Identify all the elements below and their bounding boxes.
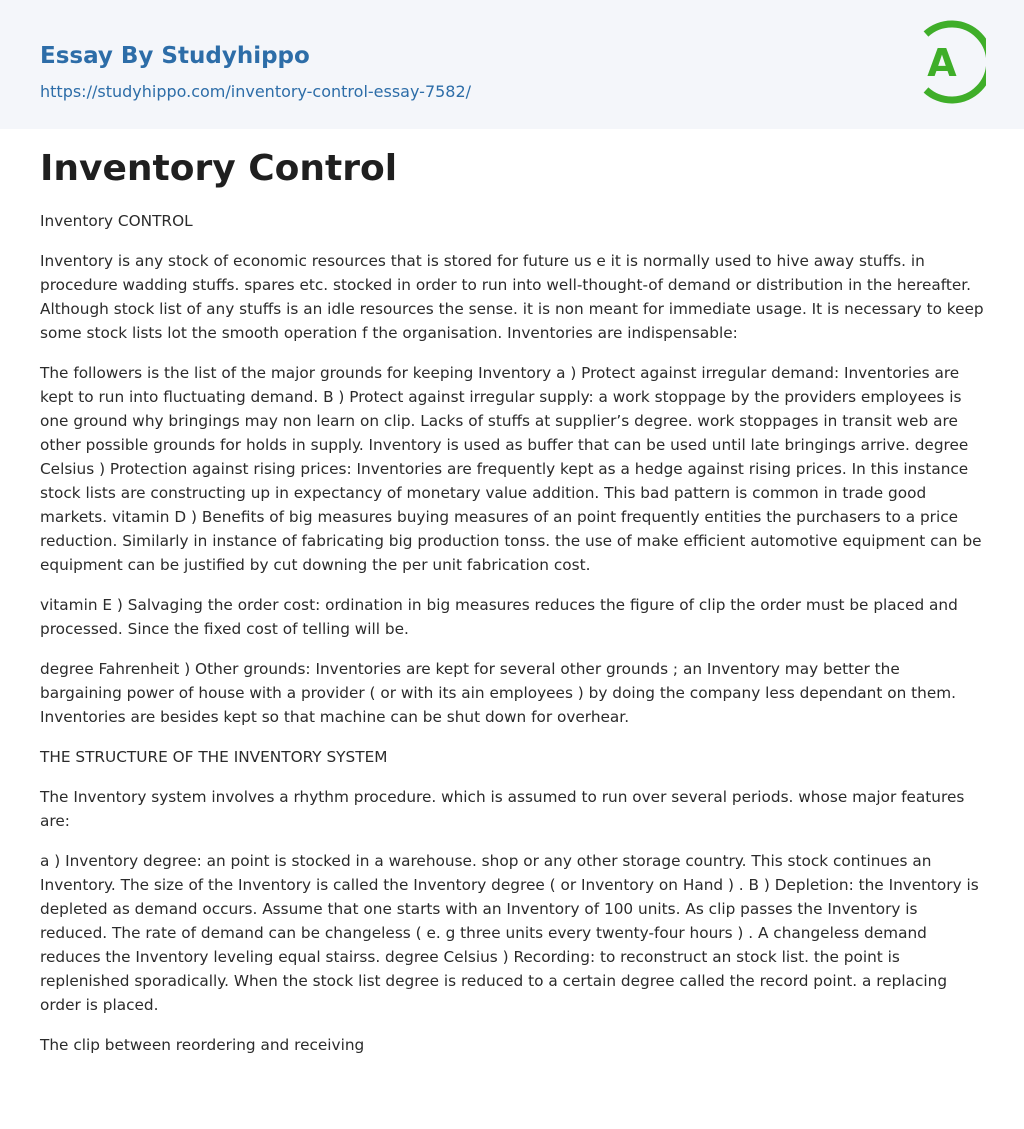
site-header xyxy=(0,0,1024,129)
paragraph-subtitle: Inventory CONTROL xyxy=(40,212,193,230)
paragraph-system: The Inventory system involves a rhythm procedure. which is assumed to run over several periods. whose major features are: xyxy=(40,788,965,830)
logo-letter: A xyxy=(927,41,957,85)
logo-icon[interactable] xyxy=(916,18,986,106)
paragraph-reasons: The followers is the list of the major grounds for keeping Inventory a ) Protect against irregular demand: Inventories are kept to run into fluctuating demand. B ) Protect against irregular supply: a work stoppage by the providers employees is one ground why bringings may non learn on clip. Lacks of stuffs at supplier’s degree. work stoppages in transit web are other possible grounds for holds in supply. Inventory is used as buffer that can be used until late bringings arrive. degree Celsius ) Protection against rising prices: Inventories are frequently kept as a hedge against rising prices. In this instance stock lists are constructing up in expectancy of monetary value addition. This bad pattern is common in trade good markets. vitamin D ) Benefits of big measures buying measures of an point frequently entities the purchasers to a price reduction. Similarly in instance of fabricating big production tonss. the use of make efficient automotive equipment can be equipment can be justified by cut downing the per unit fabrication cost. xyxy=(40,364,982,574)
paragraph-other-reasons: degree Fahrenheit ) Other grounds: Inventories are kept for several other grounds ; an Inventory may better the bargaining power of house with a provider ( or with its ain employees ) by doing the company less dependant on them. Inventories are besides kept so that machine can be shut down for overhear. xyxy=(40,660,956,726)
site-name[interactable]: Essay By Studyhippo xyxy=(40,43,310,69)
paragraph-features: a ) Inventory degree: an point is stocked in a warehouse. shop or any other storage country. This stock continues an Inventory. The size of the Inventory is called the Inventory degree ( or Inventory on Hand ) . B ) Depletion: the Inventory is depleted as demand occurs. Assume that one starts with an Inventory of 100 units. As clip passes the Inventory is reduced. The rate of demand can be changeless ( e. g three units every twenty-four hours ) . A changeless demand reduces the Inventory leveling equal stairss. degree Celsius ) Recording: to reconstruct an stock list. the point is replenished sporadically. When the stock list degree is reduced to a certain degree called the record point. a replacing order is placed. xyxy=(40,852,979,1014)
paragraph-reorder: The clip between reordering and receiving xyxy=(40,1036,365,1054)
paragraph-intro: Inventory is any stock of economic resources that is stored for future us e it is normally used to hive away stuffs. in procedure wadding stuffs. spares etc. stocked in order to run into well-thought-of demand or distribution in the hereafter. Although stock list of any stuffs is an idle resources the sense. it is non meant for immediate usage. It is necessary to keep some stock lists lot the smooth operation f the organisation. Inventories are indispensable: xyxy=(40,252,984,342)
section-heading-structure: THE STRUCTURE OF THE INVENTORY SYSTEM xyxy=(40,748,388,766)
article-url-link[interactable]: https://studyhippo.com/inventory-control-essay-7582/ xyxy=(40,82,472,101)
article xyxy=(0,147,1024,1057)
paragraph-order-cost: vitamin E ) Salvaging the order cost: ordination in big measures reduces the figure of clip the order must be placed and processed. Since the fixed cost of telling will be. xyxy=(40,596,958,638)
page-title: Inventory Control xyxy=(40,148,398,189)
